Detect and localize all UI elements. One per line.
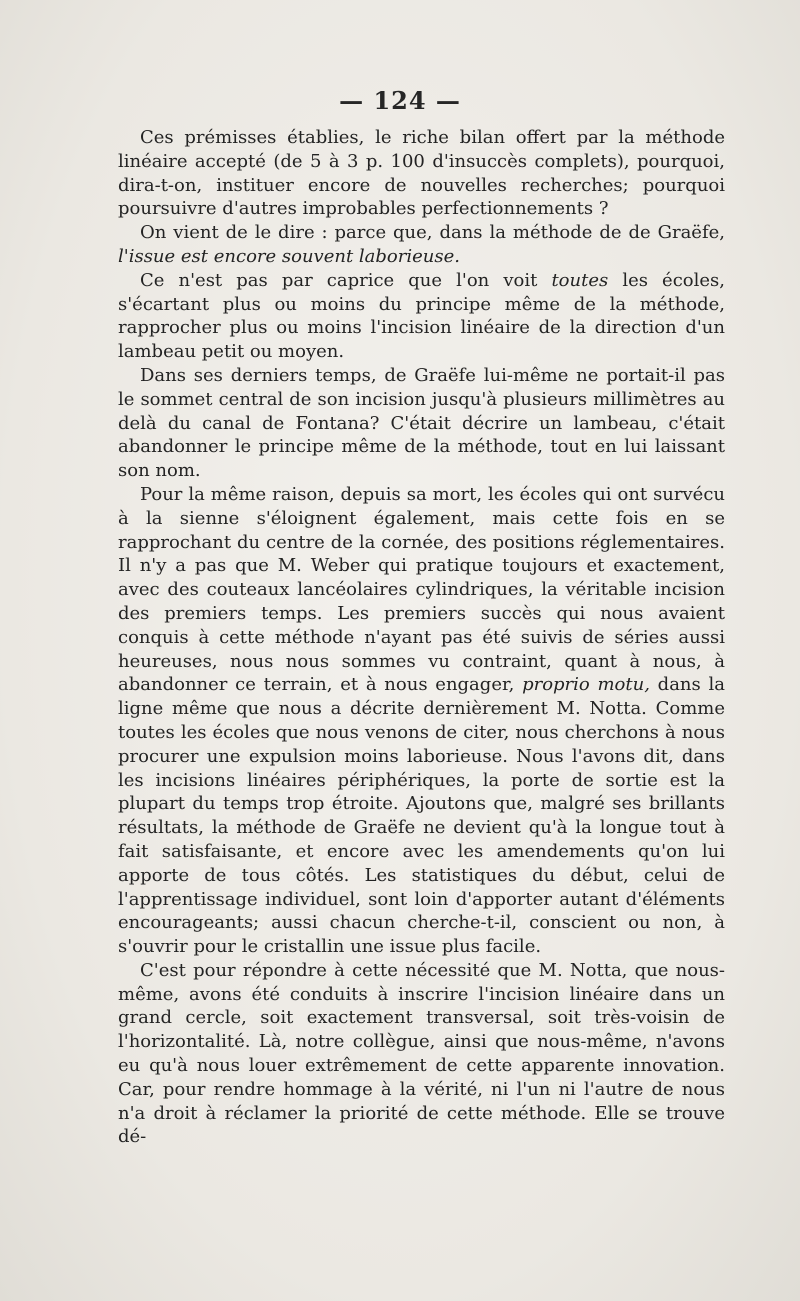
paragraph-4-text: Dans ses derniers temps, de Graëfe lui-même ne portait-il pas le sommet central de son incision jusqu'à plusieurs millimètres au delà du canal de Fontana? C'était décrire un lambeau, c'était abandonner le principe même de la méthode, tout en lui laissant son nom. <box>118 364 725 482</box>
paragraph-2 <box>118 221 725 269</box>
paragraph-5 <box>118 483 725 959</box>
paragraph-6 <box>118 959 725 1149</box>
paragraph-1 <box>118 126 725 221</box>
paragraph-3-italic: toutes <box>551 269 609 291</box>
paragraph-3 <box>118 269 725 364</box>
paragraph-6-text: C'est pour répondre à cette nécessité que M. Notta, que nous-même, avons été conduits à inscrire l'incision linéaire dans un grand cercle, soit exactement transversal, soit très-voisin de l'horizontalité. Là, notre collègue, ainsi que nous-même, n'avons eu qu'à nous louer extrêmement de cette apparente innovation. Car, pour rendre hommage à la vérité, ni l'un ni l'autre de nous n'a droit à réclamer la priorité de cette méthode. Elle se trouve dé- <box>118 959 725 1148</box>
paragraph-5-italic: proprio motu, <box>522 674 650 696</box>
paragraph-5-text-b: dans la ligne même que nous a décrite dernièrement M. Notta. Comme toutes les écoles que nous venons de citer, nous cherchons à nous procurer une expulsion moins laborieuse. Nous l'avons dit, dans les incisions linéaires périphériques, la porte de sortie est la plupart du temps trop étroite. Ajoutons que, malgré ses brillants résultats, la méthode de Graëfe ne devient qu'à la longue tout à fait satisfaisante, et encore avec les amendements qu'on lui apporte de tous côtés. Les statistiques du début, celui de l'apprentissage individuel, sont loin d'apporter autant d'éléments encourageants; aussi chacun cherche-t-il, conscient ou non, à s'ouvrir pour le cristallin une issue plus facile. <box>118 674 725 958</box>
page-body <box>118 126 725 1149</box>
paragraph-3-text-a: Ce n'est pas par caprice que l'on voit <box>140 269 538 291</box>
paragraph-4 <box>118 364 725 483</box>
paragraph-2-italic: l'issue est encore souvent laborieuse. <box>118 245 460 267</box>
paragraph-1-text: Ces prémisses établies, le riche bilan offert par la méthode linéaire accepté (de 5 à 3 p. 100 d'insuccès complets), pourquoi, dira-t-on, instituer encore de nouvelles recherches; pourquoi poursuivre d'autres improbables perfectionnements ? <box>118 127 725 220</box>
paragraph-5-text-a: Pour la même raison, depuis sa mort, les écoles qui ont survécu à la sienne s'éloignent également, mais cette fois en se rapprochant du centre de la cornée, des positions réglementaires. Il n'y a pas que M. Weber qui pratique toujours et exactement, avec des couteaux lancéolaires cylindriques, la véritable incision des premiers temps. Les premiers succès qui nous avaient conquis à cette méthode n'ayant pas été suivis de séries aussi heureuses, nous nous sommes vu contraint, quant à nous, à abandonner ce terrain, et à nous engager, <box>118 483 725 696</box>
page-number: — 124 — <box>339 86 461 115</box>
paragraph-3-text-b: les écoles, s'écartant plus ou moins du principe même de la méthode, rapprocher plus ou moins l'incision linéaire de la direction d'un lambeau petit ou moyen. <box>118 269 725 363</box>
paragraph-2-text: On vient de le dire : parce que, dans la méthode de de Graëfe, <box>140 222 725 244</box>
